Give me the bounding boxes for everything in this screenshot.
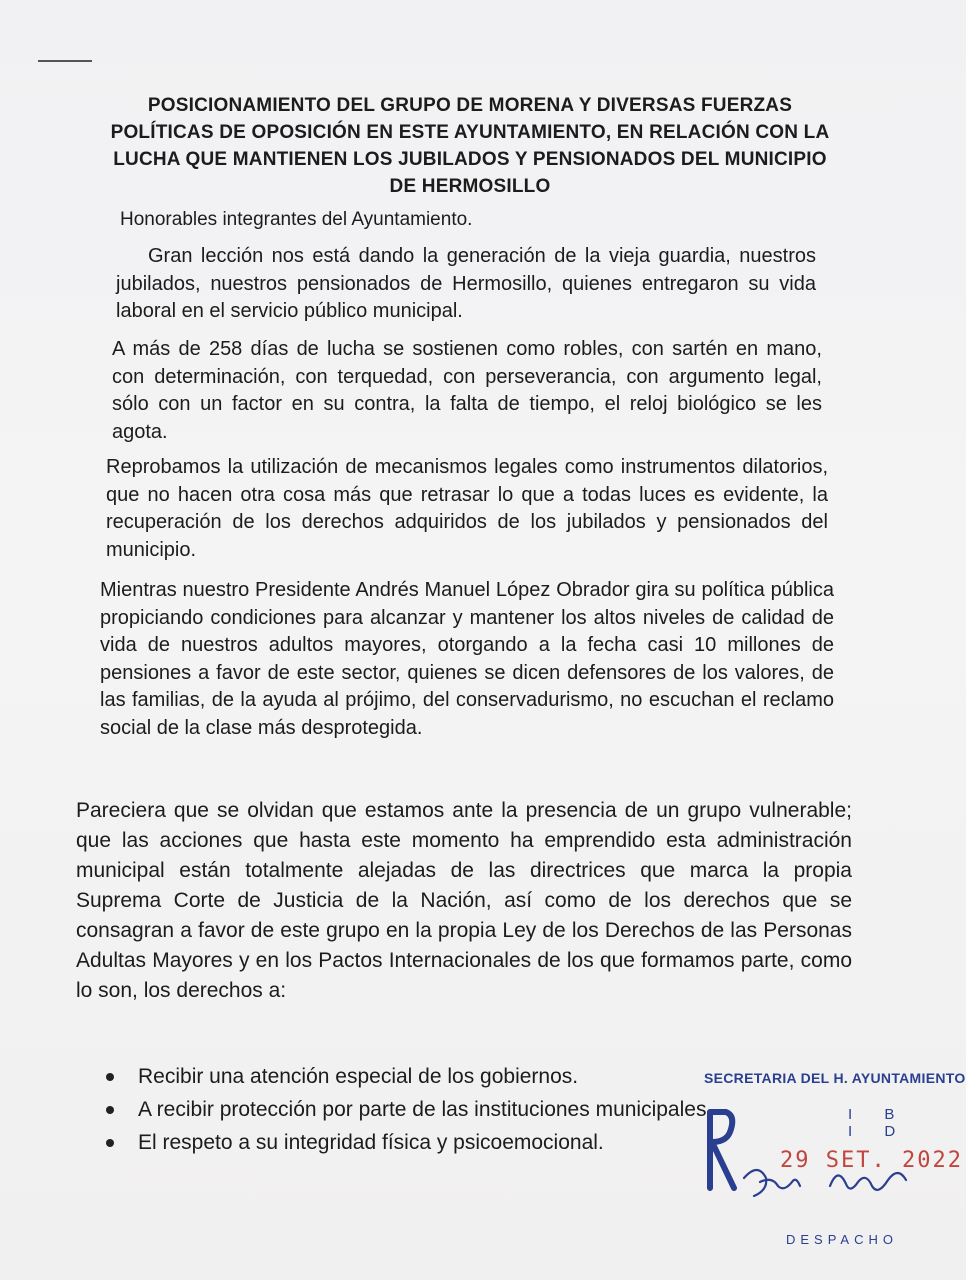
stamp-date: 29 SET. 2022	[780, 1148, 963, 1173]
reception-stamp	[700, 1068, 966, 1280]
list-item: El respeto a su integridad física y psicoemocional.	[100, 1126, 712, 1159]
stamp-office: SECRETARIA DEL H. AYUNTAMIENTO	[704, 1070, 966, 1086]
stamp-department: DESPACHO	[786, 1232, 898, 1247]
list-item: Recibir una atención especial de los gobiernos.	[100, 1060, 712, 1093]
paragraph-4: Mientras nuestro Presidente Andrés Manuel López Obrador gira su política pública propiciando condiciones para alcanzar y mantener los altos niveles de calidad de vida de nuestros adultos mayores, otorgando a la fecha casi 10 millones de pensiones a favor de este sector, quienes se dicen defensores de los valores, de las familias, de la ayuda al prójimo, del conservadurismo, no escuchan el reclamo social de la clase más desprotegida.	[100, 579, 834, 739]
paragraph-3: Reprobamos la utilización de mecanismos legales como instrumentos dilatorios, que no hacen otra cosa más que retrasar lo que a todas luces es evidente, la recuperación de los derechos adquiridos de los jubilados y pensionados del municipio.	[106, 456, 828, 561]
greeting: Honorables integrantes del Ayuntamiento.	[120, 209, 473, 230]
stamp-letters: I B I D	[848, 1106, 910, 1140]
signature-icon	[738, 1156, 914, 1206]
document-title: POSICIONAMIENTO DEL GRUPO DE MORENA Y DIVERSAS FUERZAS POLÍTICAS DE OPOSICIÓN EN ESTE AYUNTAMIENTO, EN RELACIÓN CON LA LUCHA QUE MANTIENEN LOS JUBILADOS Y PENSIONADOS DEL MUNICIPIO DE HERMOSILLO	[110, 95, 830, 197]
paragraph-5: Pareciera que se olvidan que estamos ante la presencia de un grupo vulnerable; que las acciones que hasta este momento ha emprendido esta administración municipal están totalmente alejadas de las directrices que marca la propia Suprema Corte de Justicia de la Nación, así como de los derechos que se consagran a favor de este grupo en la propia Ley de los Derechos de las Personas Adultas Mayores y en los Pactos Internacionales de los que formamos parte, como lo son, los derechos a:	[76, 799, 852, 1002]
rights-list	[100, 1060, 712, 1159]
paragraph-2: A más de 258 días de lucha se sostienen como robles, con sartén en mano, con determinación, con terquedad, con perseverancia, con argumento legal, sólo con un factor en su contra, la falta de tiempo, el reloj biológico se les agota.	[112, 338, 822, 443]
list-item: A recibir protección por parte de las instituciones municipales.	[100, 1093, 712, 1126]
stamp-r-mark-icon	[700, 1108, 740, 1192]
paragraph-1: Gran lección nos está dando la generación de la vieja guardia, nuestros jubilados, nuestros pensionados de Hermosillo, quienes entregaron su vida laboral en el servicio público municipal.	[116, 245, 816, 322]
header-dash	[38, 60, 92, 62]
